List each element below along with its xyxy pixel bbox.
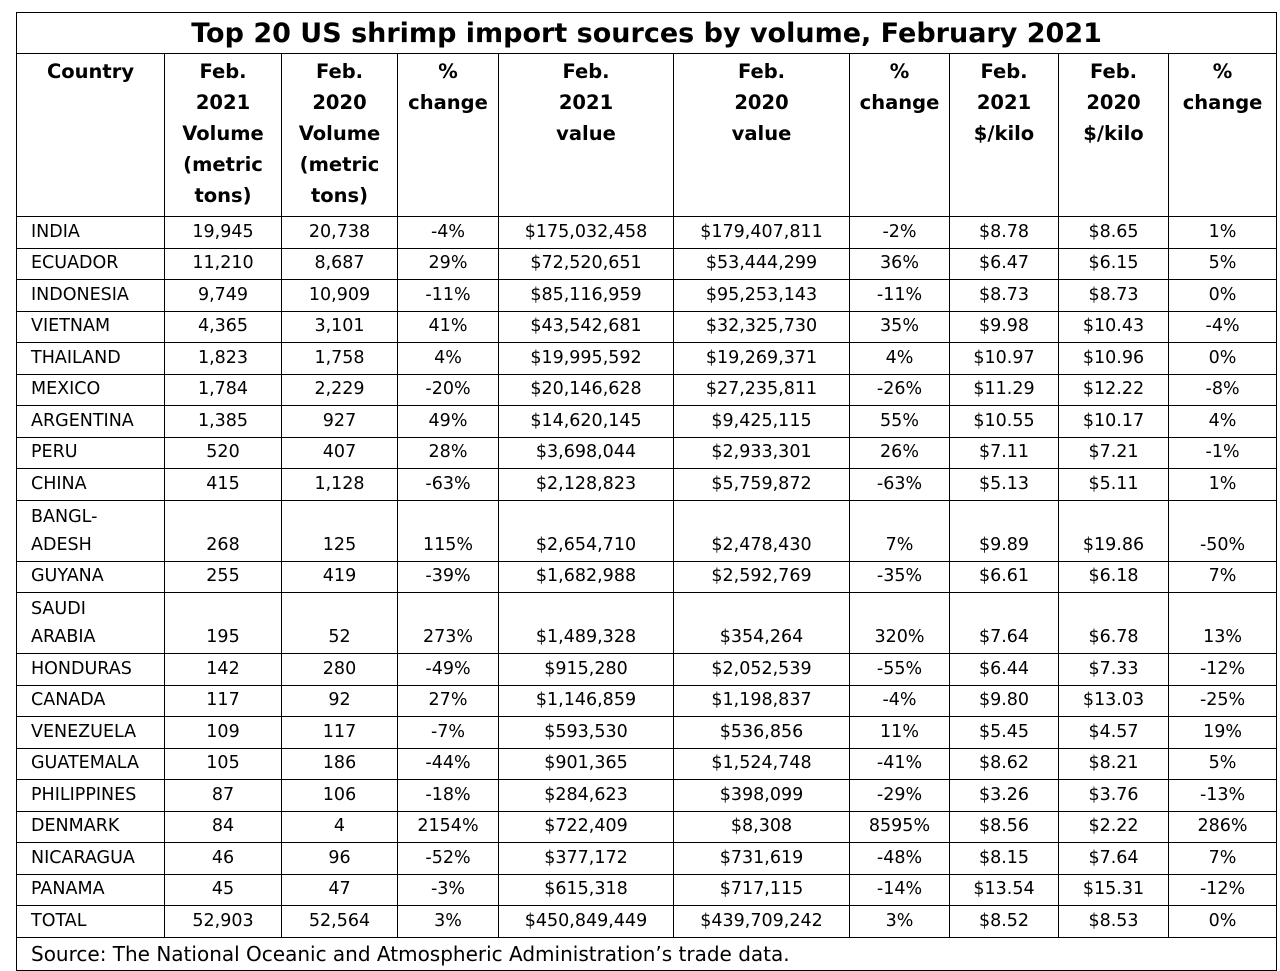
table-title: Top 20 US shrimp import sources by volume, February 2021: [17, 13, 1277, 54]
price-pct-change-cell: 0%: [1169, 906, 1277, 938]
column-header-line: change: [1182, 91, 1263, 114]
feb-2020-value-cell: $1,198,837: [674, 685, 850, 717]
column-header-line: 2020: [1086, 91, 1141, 114]
table-row: [17, 593, 1277, 654]
feb-2020-price-per-kilo-cell: $10.96: [1059, 343, 1169, 375]
shrimp-imports-table: [16, 12, 1277, 971]
value-pct-change-cell: 55%: [850, 406, 950, 438]
column-header-line: tons): [194, 184, 252, 207]
feb-2020-value-cell: $9,425,115: [674, 406, 850, 438]
column-header-value-pct-change: [850, 54, 950, 217]
column-header-volume-pct-change: [398, 54, 499, 217]
column-header-line: $/kilo: [973, 122, 1035, 145]
table-row: [17, 685, 1277, 717]
country-name: PERU: [31, 442, 78, 462]
feb-2021-value-cell: $85,116,959: [499, 280, 674, 312]
country-cell: [17, 500, 165, 561]
volume-pct-change-cell: 29%: [398, 248, 499, 280]
country-name: VIETNAM: [31, 316, 111, 336]
feb-2020-price-per-kilo-cell: $10.43: [1059, 311, 1169, 343]
table-body: [17, 217, 1277, 938]
feb-2021-price-per-kilo-cell: $8.62: [950, 748, 1059, 780]
column-header-line: Feb.: [737, 60, 786, 83]
column-header-line: 2021: [976, 91, 1032, 114]
price-pct-change-cell: -13%: [1169, 780, 1277, 812]
feb-2020-volume-cell: 20,738: [282, 217, 398, 249]
feb-2021-price-per-kilo-cell: $6.44: [950, 654, 1059, 686]
country-name: VENEZUELA: [31, 721, 137, 742]
feb-2020-volume-cell: 52: [282, 593, 398, 654]
volume-pct-change-cell: -52%: [398, 843, 499, 875]
feb-2020-price-per-kilo-cell: $6.15: [1059, 248, 1169, 280]
feb-2021-price-per-kilo-cell: $6.47: [950, 248, 1059, 280]
price-pct-change-cell: 1%: [1169, 469, 1277, 501]
country-name: DENMARK: [31, 816, 120, 836]
feb-2021-volume-cell: 11,210: [165, 248, 282, 280]
feb-2020-volume-cell: 10,909: [282, 280, 398, 312]
column-header-line: Feb.: [315, 60, 364, 83]
value-pct-change-cell: -63%: [850, 469, 950, 501]
feb-2020-price-per-kilo-cell: $15.31: [1059, 874, 1169, 906]
feb-2020-price-per-kilo-cell: $8.73: [1059, 280, 1169, 312]
table-row: [17, 811, 1277, 843]
feb-2020-volume-cell: 186: [282, 748, 398, 780]
table-row: [17, 906, 1277, 938]
country-name: ARGENTINA: [31, 410, 134, 431]
feb-2020-value-cell: $2,592,769: [674, 561, 850, 593]
feb-2020-value-cell: $354,264: [674, 593, 850, 654]
country-name: MEXICO: [31, 379, 101, 399]
feb-2021-value-cell: $72,520,651: [499, 248, 674, 280]
feb-2021-volume-cell: 1,823: [165, 343, 282, 375]
column-header-line: Country: [46, 60, 135, 83]
volume-pct-change-cell: -44%: [398, 748, 499, 780]
feb-2021-value-cell: $14,620,145: [499, 406, 674, 438]
feb-2021-price-per-kilo-cell: $8.56: [950, 811, 1059, 843]
column-header-line: Feb.: [980, 60, 1028, 83]
country-cell: [17, 685, 165, 717]
column-header-line: %: [889, 60, 910, 83]
value-pct-change-cell: -35%: [850, 561, 950, 593]
country-cell: [17, 406, 165, 438]
country-name: THAILAND: [31, 347, 121, 368]
feb-2020-value-cell: $731,619: [674, 843, 850, 875]
table-row: [17, 406, 1277, 438]
volume-pct-change-cell: 115%: [398, 500, 499, 561]
feb-2020-price-per-kilo-cell: $13.03: [1059, 685, 1169, 717]
feb-2021-value-cell: $43,542,681: [499, 311, 674, 343]
table-row: [17, 561, 1277, 593]
feb-2021-volume-cell: 1,784: [165, 374, 282, 406]
feb-2021-volume-cell: 255: [165, 561, 282, 593]
column-header-line: Feb.: [199, 60, 247, 83]
shrimp-imports-table-frame: [16, 12, 1276, 966]
feb-2021-price-per-kilo-cell: $10.97: [950, 343, 1059, 375]
feb-2021-price-per-kilo-cell: $13.54: [950, 874, 1059, 906]
feb-2020-volume-cell: 1,758: [282, 343, 398, 375]
feb-2021-volume-cell: 195: [165, 593, 282, 654]
feb-2021-volume-cell: 105: [165, 748, 282, 780]
country-name: HONDURAS: [31, 658, 132, 679]
feb-2021-volume-cell: 9,749: [165, 280, 282, 312]
price-pct-change-cell: 5%: [1169, 748, 1277, 780]
country-cell: [17, 811, 165, 843]
value-pct-change-cell: 4%: [850, 343, 950, 375]
feb-2020-value-cell: $5,759,872: [674, 469, 850, 501]
price-pct-change-cell: 286%: [1169, 811, 1277, 843]
feb-2020-price-per-kilo-cell: $8.65: [1059, 217, 1169, 249]
country-name: GUATEMALA: [31, 753, 139, 773]
table-row: [17, 748, 1277, 780]
column-header-line: 2020: [734, 91, 789, 114]
column-header-country: [17, 54, 165, 217]
feb-2021-volume-cell: 46: [165, 843, 282, 875]
country-cell: [17, 343, 165, 375]
value-pct-change-cell: -29%: [850, 780, 950, 812]
price-pct-change-cell: -12%: [1169, 654, 1277, 686]
table-row: [17, 437, 1277, 469]
feb-2021-value-cell: $3,698,044: [499, 437, 674, 469]
country-cell: [17, 593, 165, 654]
feb-2021-value-cell: $284,623: [499, 780, 674, 812]
feb-2020-price-per-kilo-cell: $8.21: [1059, 748, 1169, 780]
price-pct-change-cell: -8%: [1169, 374, 1277, 406]
volume-pct-change-cell: -63%: [398, 469, 499, 501]
table-row: [17, 374, 1277, 406]
feb-2020-price-per-kilo-cell: $7.33: [1059, 654, 1169, 686]
country-name: CHINA: [31, 473, 87, 494]
feb-2021-value-cell: $615,318: [499, 874, 674, 906]
feb-2020-volume-cell: 2,229: [282, 374, 398, 406]
country-cell: [17, 248, 165, 280]
feb-2021-volume-cell: 268: [165, 500, 282, 561]
country-cell: [17, 906, 165, 938]
volume-pct-change-cell: -39%: [398, 561, 499, 593]
feb-2020-volume-cell: 52,564: [282, 906, 398, 938]
price-pct-change-cell: 0%: [1169, 280, 1277, 312]
feb-2020-price-per-kilo-cell: $7.21: [1059, 437, 1169, 469]
feb-2021-value-cell: $901,365: [499, 748, 674, 780]
column-header-line: (metric: [299, 153, 380, 176]
table-row: [17, 469, 1277, 501]
country-name: TOTAL: [31, 910, 87, 931]
feb-2021-value-cell: $175,032,458: [499, 217, 674, 249]
value-pct-change-cell: -55%: [850, 654, 950, 686]
feb-2020-value-cell: $2,933,301: [674, 437, 850, 469]
country-cell: [17, 654, 165, 686]
feb-2021-price-per-kilo-cell: $6.61: [950, 561, 1059, 593]
volume-pct-change-cell: 4%: [398, 343, 499, 375]
country-name: INDONESIA: [31, 284, 129, 305]
value-pct-change-cell: 26%: [850, 437, 950, 469]
volume-pct-change-cell: -4%: [398, 217, 499, 249]
country-name: BANGL-: [31, 506, 98, 527]
feb-2021-value-cell: $593,530: [499, 717, 674, 749]
feb-2021-value-cell: $2,654,710: [499, 500, 674, 561]
feb-2021-price-per-kilo-cell: $7.64: [950, 593, 1059, 654]
source-note: Source: The National Oceanic and Atmospheric Administration’s trade data.: [17, 937, 1277, 970]
country-name: ARABIA: [31, 627, 96, 647]
column-header-line: change: [408, 91, 488, 114]
column-header-line: 2021: [195, 91, 251, 114]
price-pct-change-cell: 4%: [1169, 406, 1277, 438]
column-header-line: Volume: [182, 122, 264, 145]
feb-2020-volume-cell: 4: [282, 811, 398, 843]
feb-2020-volume-cell: 8,687: [282, 248, 398, 280]
volume-pct-change-cell: 27%: [398, 685, 499, 717]
price-pct-change-cell: -12%: [1169, 874, 1277, 906]
feb-2021-value-cell: $915,280: [499, 654, 674, 686]
country-name: CANADA: [31, 690, 106, 710]
column-header-price-pct-change: [1169, 54, 1277, 217]
column-header-feb-2021-volume: [165, 54, 282, 217]
feb-2021-price-per-kilo-cell: $9.80: [950, 685, 1059, 717]
country-name: NICARAGUA: [31, 847, 135, 868]
country-cell: [17, 217, 165, 249]
feb-2020-volume-cell: 117: [282, 717, 398, 749]
table-row: [17, 311, 1277, 343]
column-header-line: Volume: [298, 122, 381, 145]
volume-pct-change-cell: 3%: [398, 906, 499, 938]
feb-2021-volume-cell: 109: [165, 717, 282, 749]
volume-pct-change-cell: 49%: [398, 406, 499, 438]
feb-2020-value-cell: $32,325,730: [674, 311, 850, 343]
feb-2021-price-per-kilo-cell: $7.11: [950, 437, 1059, 469]
feb-2020-price-per-kilo-cell: $6.18: [1059, 561, 1169, 593]
feb-2020-volume-cell: 3,101: [282, 311, 398, 343]
volume-pct-change-cell: -7%: [398, 717, 499, 749]
value-pct-change-cell: -4%: [850, 685, 950, 717]
volume-pct-change-cell: 28%: [398, 437, 499, 469]
column-header-line: tons): [310, 184, 369, 207]
feb-2021-price-per-kilo-cell: $9.89: [950, 500, 1059, 561]
value-pct-change-cell: 7%: [850, 500, 950, 561]
volume-pct-change-cell: -3%: [398, 874, 499, 906]
table-row: [17, 500, 1277, 561]
column-header-feb-2021-price-per-kilo: [950, 54, 1059, 217]
table-row: [17, 780, 1277, 812]
price-pct-change-cell: 1%: [1169, 217, 1277, 249]
feb-2021-volume-cell: 84: [165, 811, 282, 843]
price-pct-change-cell: 7%: [1169, 843, 1277, 875]
feb-2021-volume-cell: 45: [165, 874, 282, 906]
feb-2021-value-cell: $1,146,859: [499, 685, 674, 717]
country-cell: [17, 717, 165, 749]
feb-2021-value-cell: $722,409: [499, 811, 674, 843]
feb-2021-price-per-kilo-cell: $10.55: [950, 406, 1059, 438]
feb-2020-price-per-kilo-cell: $7.64: [1059, 843, 1169, 875]
feb-2020-volume-cell: 92: [282, 685, 398, 717]
feb-2021-price-per-kilo-cell: $8.78: [950, 217, 1059, 249]
price-pct-change-cell: -50%: [1169, 500, 1277, 561]
table-row: [17, 654, 1277, 686]
feb-2020-value-cell: $717,115: [674, 874, 850, 906]
header-row: [17, 54, 1277, 217]
feb-2020-volume-cell: 47: [282, 874, 398, 906]
feb-2021-value-cell: $1,682,988: [499, 561, 674, 593]
feb-2021-volume-cell: 4,365: [165, 311, 282, 343]
column-header-line: 2020: [312, 91, 367, 114]
value-pct-change-cell: 8595%: [850, 811, 950, 843]
feb-2021-volume-cell: 117: [165, 685, 282, 717]
column-header-line: (metric: [183, 153, 263, 176]
country-name: PANAMA: [31, 879, 105, 899]
feb-2021-volume-cell: 142: [165, 654, 282, 686]
volume-pct-change-cell: -20%: [398, 374, 499, 406]
feb-2020-price-per-kilo-cell: $3.76: [1059, 780, 1169, 812]
country-name: ECUADOR: [31, 253, 119, 273]
price-pct-change-cell: 13%: [1169, 593, 1277, 654]
feb-2020-volume-cell: 1,128: [282, 469, 398, 501]
value-pct-change-cell: 320%: [850, 593, 950, 654]
feb-2020-value-cell: $53,444,299: [674, 248, 850, 280]
feb-2020-price-per-kilo-cell: $8.53: [1059, 906, 1169, 938]
volume-pct-change-cell: -11%: [398, 280, 499, 312]
feb-2021-value-cell: $2,128,823: [499, 469, 674, 501]
feb-2021-price-per-kilo-cell: $9.98: [950, 311, 1059, 343]
table-row: [17, 280, 1277, 312]
country-name: ADESH: [31, 534, 92, 555]
country-cell: [17, 374, 165, 406]
value-pct-change-cell: -2%: [850, 217, 950, 249]
feb-2021-price-per-kilo-cell: $8.52: [950, 906, 1059, 938]
feb-2021-volume-cell: 520: [165, 437, 282, 469]
column-header-line: value: [556, 122, 616, 145]
column-header-line: %: [1212, 60, 1233, 83]
column-header-line: Feb.: [562, 60, 610, 83]
volume-pct-change-cell: 273%: [398, 593, 499, 654]
price-pct-change-cell: -25%: [1169, 685, 1277, 717]
feb-2021-value-cell: $20,146,628: [499, 374, 674, 406]
feb-2020-volume-cell: 407: [282, 437, 398, 469]
feb-2020-value-cell: $398,099: [674, 780, 850, 812]
country-cell: [17, 437, 165, 469]
feb-2020-price-per-kilo-cell: $10.17: [1059, 406, 1169, 438]
feb-2021-volume-cell: 87: [165, 780, 282, 812]
feb-2020-price-per-kilo-cell: $5.11: [1059, 469, 1169, 501]
feb-2021-value-cell: $19,995,592: [499, 343, 674, 375]
feb-2020-volume-cell: 106: [282, 780, 398, 812]
price-pct-change-cell: -1%: [1169, 437, 1277, 469]
column-header-feb-2021-value: [499, 54, 674, 217]
value-pct-change-cell: 36%: [850, 248, 950, 280]
feb-2020-price-per-kilo-cell: $2.22: [1059, 811, 1169, 843]
country-cell: [17, 311, 165, 343]
feb-2021-value-cell: $450,849,449: [499, 906, 674, 938]
feb-2020-volume-cell: 280: [282, 654, 398, 686]
feb-2020-price-per-kilo-cell: $12.22: [1059, 374, 1169, 406]
volume-pct-change-cell: 2154%: [398, 811, 499, 843]
feb-2020-value-cell: $2,052,539: [674, 654, 850, 686]
feb-2020-price-per-kilo-cell: $19.86: [1059, 500, 1169, 561]
column-header-line: Feb.: [1089, 60, 1138, 83]
column-header-feb-2020-value: [674, 54, 850, 217]
feb-2020-value-cell: $1,524,748: [674, 748, 850, 780]
feb-2020-volume-cell: 96: [282, 843, 398, 875]
feb-2021-volume-cell: 1,385: [165, 406, 282, 438]
table-row: [17, 248, 1277, 280]
value-pct-change-cell: -14%: [850, 874, 950, 906]
feb-2020-value-cell: $536,856: [674, 717, 850, 749]
feb-2021-price-per-kilo-cell: $5.45: [950, 717, 1059, 749]
country-name: INDIA: [31, 221, 80, 242]
value-pct-change-cell: -26%: [850, 374, 950, 406]
price-pct-change-cell: -4%: [1169, 311, 1277, 343]
country-cell: [17, 280, 165, 312]
country-name: SAUDI: [31, 599, 86, 619]
feb-2020-price-per-kilo-cell: $6.78: [1059, 593, 1169, 654]
feb-2021-volume-cell: 415: [165, 469, 282, 501]
value-pct-change-cell: -41%: [850, 748, 950, 780]
feb-2020-value-cell: $2,478,430: [674, 500, 850, 561]
feb-2021-volume-cell: 52,903: [165, 906, 282, 938]
table-row: [17, 343, 1277, 375]
column-header-feb-2020-price-per-kilo: [1059, 54, 1169, 217]
column-header-line: value: [731, 122, 792, 145]
feb-2021-price-per-kilo-cell: $8.15: [950, 843, 1059, 875]
column-header-line: 2021: [558, 91, 614, 114]
country-cell: [17, 780, 165, 812]
feb-2021-price-per-kilo-cell: $11.29: [950, 374, 1059, 406]
country-cell: [17, 748, 165, 780]
table-row: [17, 217, 1277, 249]
feb-2021-price-per-kilo-cell: $5.13: [950, 469, 1059, 501]
feb-2020-volume-cell: 927: [282, 406, 398, 438]
value-pct-change-cell: 3%: [850, 906, 950, 938]
column-header-line: %: [438, 60, 458, 83]
feb-2021-value-cell: $377,172: [499, 843, 674, 875]
price-pct-change-cell: 0%: [1169, 343, 1277, 375]
feb-2020-value-cell: $179,407,811: [674, 217, 850, 249]
price-pct-change-cell: 7%: [1169, 561, 1277, 593]
country-cell: [17, 874, 165, 906]
feb-2021-volume-cell: 19,945: [165, 217, 282, 249]
volume-pct-change-cell: 41%: [398, 311, 499, 343]
price-pct-change-cell: 19%: [1169, 717, 1277, 749]
feb-2020-value-cell: $439,709,242: [674, 906, 850, 938]
value-pct-change-cell: 35%: [850, 311, 950, 343]
country-name: PHILIPPINES: [31, 784, 137, 805]
value-pct-change-cell: -48%: [850, 843, 950, 875]
country-name: GUYANA: [31, 566, 104, 586]
value-pct-change-cell: -11%: [850, 280, 950, 312]
feb-2020-value-cell: $95,253,143: [674, 280, 850, 312]
feb-2020-value-cell: $19,269,371: [674, 343, 850, 375]
table-row: [17, 874, 1277, 906]
country-cell: [17, 561, 165, 593]
feb-2020-value-cell: $8,308: [674, 811, 850, 843]
table-row: [17, 717, 1277, 749]
feb-2020-volume-cell: 125: [282, 500, 398, 561]
feb-2020-value-cell: $27,235,811: [674, 374, 850, 406]
table-row: [17, 843, 1277, 875]
volume-pct-change-cell: -18%: [398, 780, 499, 812]
price-pct-change-cell: 5%: [1169, 248, 1277, 280]
value-pct-change-cell: 11%: [850, 717, 950, 749]
volume-pct-change-cell: -49%: [398, 654, 499, 686]
feb-2021-value-cell: $1,489,328: [499, 593, 674, 654]
feb-2020-price-per-kilo-cell: $4.57: [1059, 717, 1169, 749]
country-cell: [17, 843, 165, 875]
column-header-line: change: [859, 91, 940, 114]
feb-2021-price-per-kilo-cell: $3.26: [950, 780, 1059, 812]
column-header-line: $/kilo: [1083, 122, 1144, 145]
feb-2021-price-per-kilo-cell: $8.73: [950, 280, 1059, 312]
feb-2020-volume-cell: 419: [282, 561, 398, 593]
column-header-feb-2020-volume: [282, 54, 398, 217]
country-cell: [17, 469, 165, 501]
